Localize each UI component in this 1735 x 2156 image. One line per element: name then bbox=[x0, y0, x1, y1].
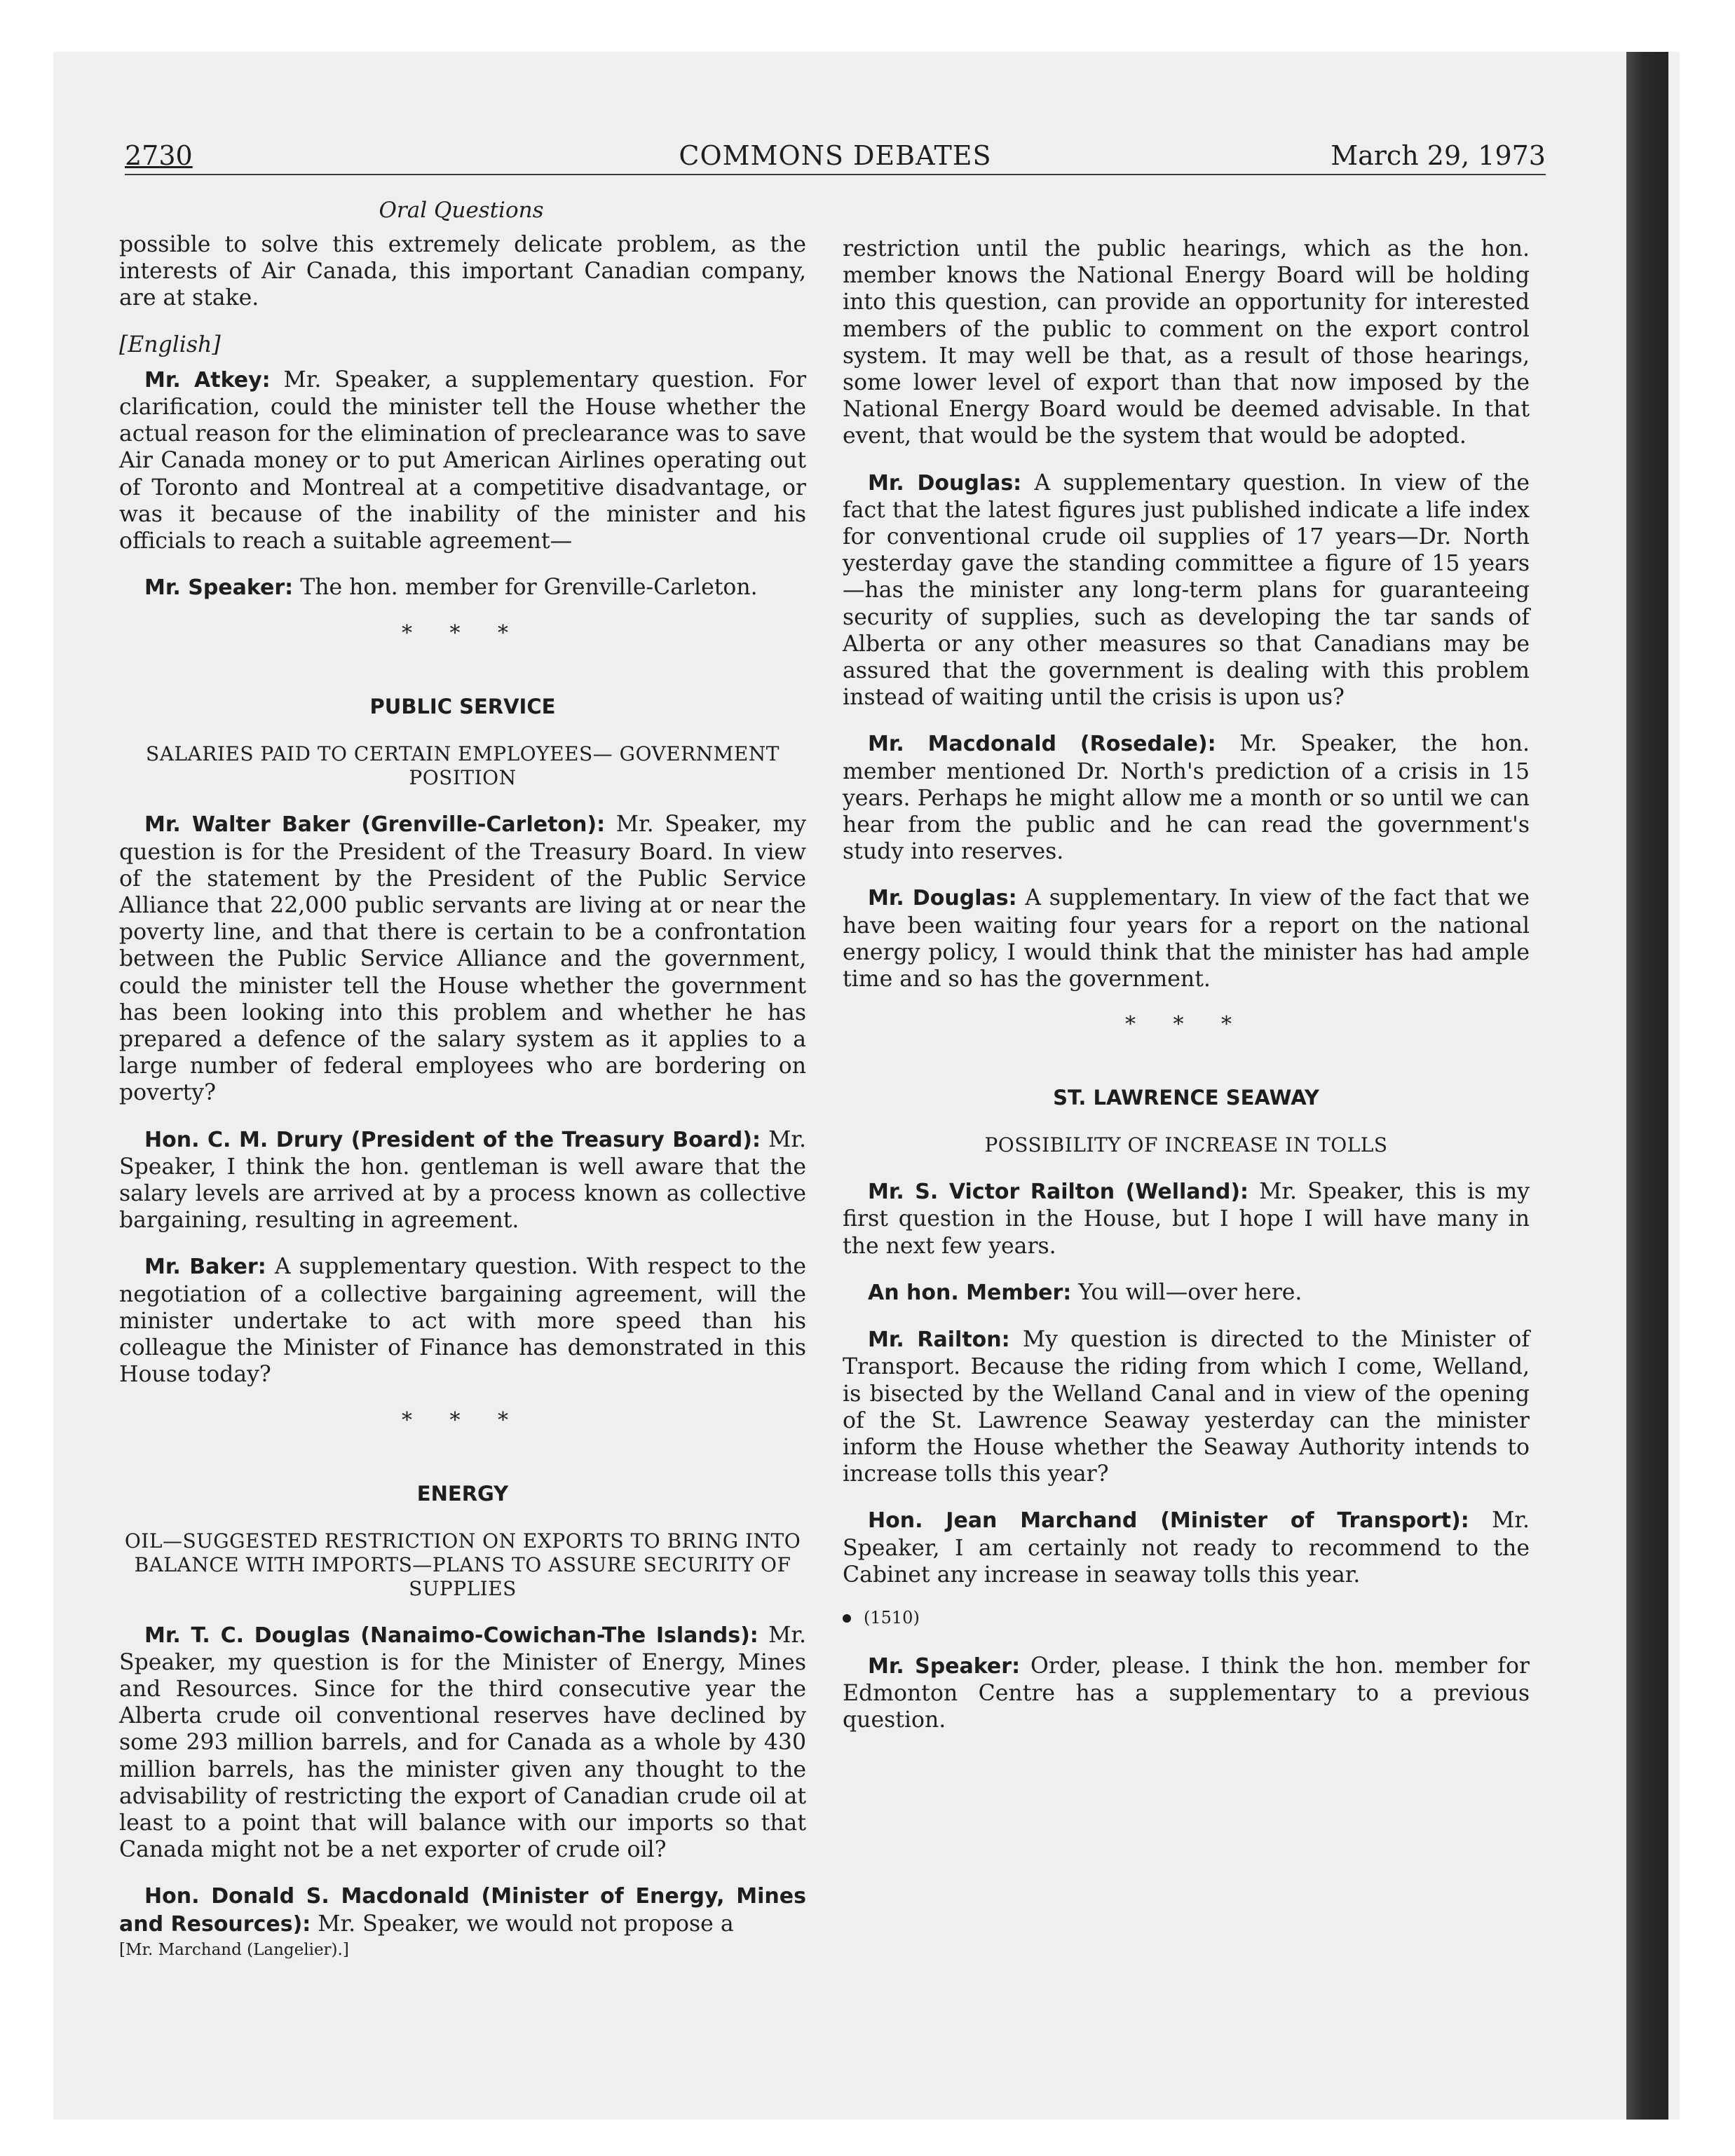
section-heading: ST. LAWRENCE SEAWAY bbox=[1053, 1086, 1319, 1110]
speaker-name: An hon. Member: bbox=[868, 1280, 1072, 1305]
time-marker bbox=[843, 1608, 1530, 1628]
publication-title: COMMONS DEBATES bbox=[679, 140, 992, 171]
speech-douglas bbox=[119, 1622, 806, 1864]
speaker-name: Mr. Douglas: bbox=[868, 886, 1017, 911]
language-note: [English] bbox=[119, 332, 221, 357]
speech-text: Mr. Speaker, a supplementary question. For clarification, could the minister tell the House whether the actual reason for the elimination of preclearance was to save Air Canada money or to put American Airlines operating out of Toronto and Montreal at a competitive disadvantage, or was it because of the inability of the minister and his officials to reach a suitable agreement— bbox=[119, 367, 807, 554]
speech-macdonald-2 bbox=[843, 730, 1530, 865]
speech-drury bbox=[119, 1126, 806, 1234]
speech-hon-member bbox=[843, 1279, 1530, 1306]
speech-text: Mr. Speaker, my question is for the Minister of Energy, Mines and Resources. Since for the third consecutive year the Alberta crude oil conventional reserves have declined by some 293 million barrels, and for Canada as a whole by 430 million barrels, has the minister given any thought to the advisability of restricting the export of Canadian crude oil at least to a point that will balance with our imports so that Canada might not be a net exporter of crude oil? bbox=[119, 1622, 806, 1863]
speaker-name: Hon. Donald S. Macdonald (Minister of Energy, Mines and Resources): bbox=[119, 1884, 806, 1937]
speaker-name: Mr. S. Victor Railton (Welland): bbox=[868, 1180, 1249, 1205]
speech-text: My question is directed to the Minister of Transport. Because the riding from which I come, Welland, is bisected by the Welland Canal and in view of the opening of the St. Lawrence Seaway yesterday can the minister inform the House whether the Seaway Authority intends to increase tolls this year? bbox=[843, 1327, 1530, 1487]
speech-text: A supplementary. In view of the fact that we have been waiting four years for a report on the national energy policy, I would think that the minister has had ample time and so has the government. bbox=[843, 885, 1530, 992]
speech-text: A supplementary question. In view of the fact that the latest figures just published indicate a life index for conventional crude oil supplies of 17 years—Dr. North yesterday gave the standing committee a figure of 15 years—has the minister any long-term plans for guaranteeing security of supplies, such as developing the tar sands of Alberta or any other measures so that Canadians may be assured that the government is dealing with this problem instead of waiting until the crisis is upon us? bbox=[843, 470, 1530, 711]
speech-text: Mr. Speaker, I think the hon. gentleman is well aware that the salary levels are arrived at by a process known as collective bargaining, resulting in agreement. bbox=[119, 1126, 806, 1234]
section-divider: * * * bbox=[401, 1407, 524, 1433]
speaker-name: Mr. Speaker: bbox=[868, 1653, 1021, 1679]
speech-macdonald bbox=[119, 1883, 806, 1937]
left-column bbox=[119, 231, 806, 1959]
publication-date: March 29, 1973 bbox=[1331, 140, 1546, 171]
page-number: 2730 bbox=[125, 140, 193, 171]
speech-speaker bbox=[119, 574, 806, 601]
speaker-name: Mr. Atkey: bbox=[144, 367, 271, 393]
speech-douglas-3 bbox=[843, 885, 1530, 992]
right-column bbox=[843, 236, 1530, 1754]
speaker-name: Hon. C. M. Drury (President of the Treasury Board): bbox=[144, 1127, 761, 1152]
speaker-name: Mr. Douglas: bbox=[868, 470, 1022, 496]
section-title: Oral Questions bbox=[379, 198, 544, 223]
bullet-icon bbox=[843, 1614, 851, 1623]
speaker-name: Mr. T. C. Douglas (Nanaimo-Cowichan-The Islands): bbox=[144, 1623, 758, 1648]
speech-text: Mr. Speaker, my question is for the President of the Treasury Board. In view of the statement by the President of the Public Service Alliance that 22,000 public servants are living at or near the poverty line, and that there is certain to be a confrontation between the Public Service Alliance and the government, could the minister tell the House whether the government has been looking into this problem and whether he has prepared a defence of the salary system as it applies to a large number of federal employees who are bordering on poverty? bbox=[119, 812, 806, 1106]
page-binding-edge bbox=[1626, 52, 1668, 2120]
speaker-name: Mr. Walter Baker (Grenville-Carleton): bbox=[144, 812, 606, 838]
section-divider: * * * bbox=[401, 621, 524, 646]
section-divider: * * * bbox=[1124, 1012, 1248, 1037]
section-subheading: SALARIES PAID TO CERTAIN EMPLOYEES— GOVERNMENT POSITION bbox=[146, 742, 780, 790]
paragraph: possible to solve this extremely delicate problem, as the interests of Air Canada, this important Canadian company, are at stake. bbox=[119, 232, 806, 311]
speech-text: Mr. Speaker, the hon. member mentioned Dr. North's prediction of a crisis in 15 years. Perhaps he might allow me a month or so until we can hear from the public and he can read the government's study into reserves. bbox=[843, 731, 1530, 865]
section-heading: PUBLIC SERVICE bbox=[369, 695, 556, 719]
speech-speaker-2 bbox=[843, 1653, 1530, 1734]
speech-baker bbox=[119, 811, 806, 1106]
speech-text: You will—over here. bbox=[1078, 1279, 1302, 1305]
speech-railton bbox=[843, 1178, 1530, 1260]
speaker-name: Mr. Macdonald (Rosedale): bbox=[868, 732, 1216, 757]
speech-text: A supplementary question. With respect to the negotiation of a collective bargaining agreement, will the minister undertake to act with more speed than his colleague the Minister of Finance has demonstrated in this House today? bbox=[119, 1254, 807, 1388]
speaker-name: Mr. Speaker: bbox=[144, 575, 294, 601]
speaker-name: Mr. Railton: bbox=[868, 1328, 1010, 1353]
speaker-footnote: [Mr. Marchand (Langelier).] bbox=[119, 1940, 349, 1959]
speech-text: Mr. Speaker, this is my first question in the House, but I hope I will have many in the next few years. bbox=[843, 1179, 1530, 1259]
speaker-name: Mr. Baker: bbox=[144, 1255, 266, 1280]
speech-railton-2 bbox=[843, 1326, 1530, 1487]
section-subheading: OIL—SUGGESTED RESTRICTION ON EXPORTS TO BRING INTO BALANCE WITH IMPORTS—PLANS TO ASSURE SECURITY OF SUPPLIES bbox=[124, 1529, 801, 1600]
speech-atkey bbox=[119, 367, 806, 554]
speech-baker-2 bbox=[119, 1253, 806, 1388]
speech-text: The hon. member for Grenville-Carleton. bbox=[300, 575, 758, 601]
speech-text: Order, please. I think the hon. member for Edmonton Centre has a supplementary to a previous question. bbox=[843, 1653, 1530, 1733]
speech-marchand bbox=[843, 1507, 1530, 1588]
section-subheading: POSSIBILITY OF INCREASE IN TOLLS bbox=[984, 1133, 1388, 1157]
speech-text: Mr. Speaker, I am certainly not ready to recommend to the Cabinet any increase in seaway tolls this year. bbox=[843, 1508, 1530, 1588]
speech-text: Mr. Speaker, we would not propose a bbox=[318, 1911, 734, 1937]
speaker-name: Hon. Jean Marchand (Minister of Transport): bbox=[868, 1508, 1469, 1534]
page-header bbox=[125, 137, 1546, 175]
time-marker-text: (1510) bbox=[864, 1607, 920, 1628]
section-heading: ENERGY bbox=[416, 1481, 509, 1506]
paragraph: restriction until the public hearings, which as the hon. member knows the National Energy Board will be holding into this question, can provide an opportunity for interested members of the public to comment on the export control system. It may well be that, as a result of those hearings, some lower level of export than that now imposed by the National Energy Board would be deemed advisable. In that event, that would be the system that would be adopted. bbox=[843, 236, 1530, 449]
speech-douglas-2 bbox=[843, 470, 1530, 711]
